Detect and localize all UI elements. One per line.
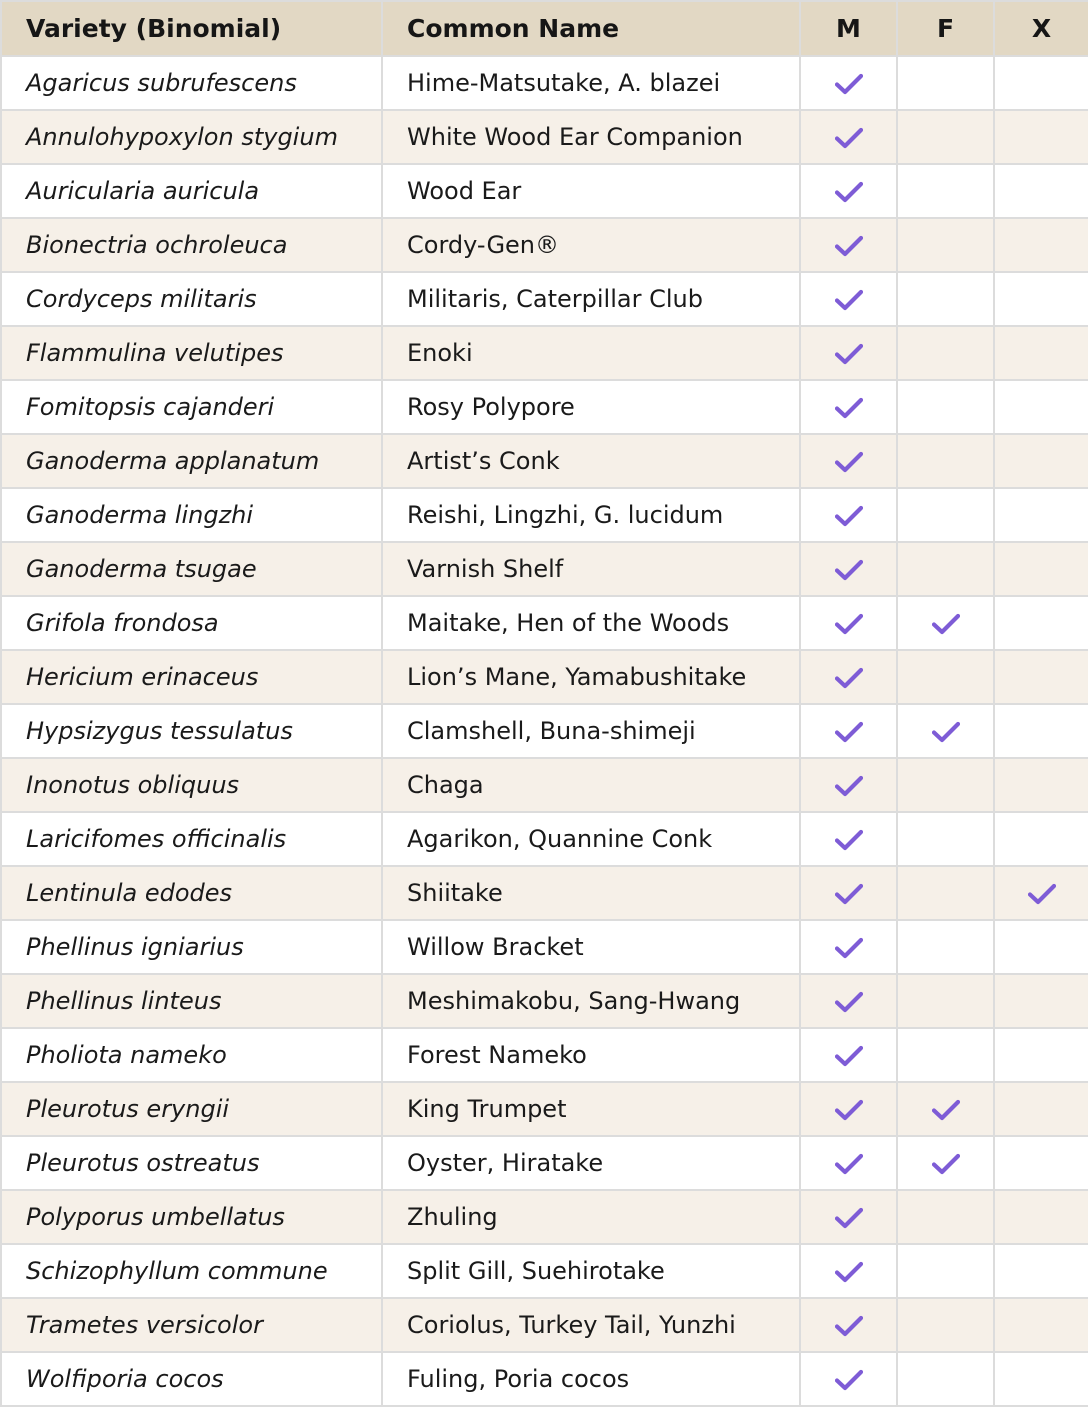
table-row: [1, 110, 1088, 164]
m-cell: [800, 110, 897, 164]
table-row: [1, 542, 1088, 596]
table-row: [1, 1136, 1088, 1190]
checkmark-icon: [932, 721, 960, 743]
common-name-cell: Shiitake: [382, 866, 800, 920]
checkmark-icon: [835, 451, 863, 473]
table-row: [1, 650, 1088, 704]
f-cell: [897, 920, 994, 974]
variety-cell: Phellinus linteus: [1, 974, 382, 1028]
checkmark-icon: [835, 1261, 863, 1283]
common-name-cell: Split Gill, Suehirotake: [382, 1244, 800, 1298]
m-cell: [800, 812, 897, 866]
m-cell: [800, 488, 897, 542]
checkmark-icon: [835, 1369, 863, 1391]
checkmark-icon: [835, 721, 863, 743]
f-cell: [897, 56, 994, 110]
checkmark-icon: [835, 289, 863, 311]
table-row: [1, 164, 1088, 218]
common-name-cell: Agarikon, Quannine Conk: [382, 812, 800, 866]
variety-cell: Pleurotus eryngii: [1, 1082, 382, 1136]
common-name-cell: King Trumpet: [382, 1082, 800, 1136]
f-cell: [897, 542, 994, 596]
common-name-cell: Clamshell, Buna-shimeji: [382, 704, 800, 758]
checkmark-icon: [835, 505, 863, 527]
variety-cell: Pholiota nameko: [1, 1028, 382, 1082]
checkmark-icon: [835, 1207, 863, 1229]
checkmark-icon: [835, 613, 863, 635]
variety-cell: Phellinus igniarius: [1, 920, 382, 974]
f-cell: [897, 1244, 994, 1298]
common-name-cell: Lion’s Mane, Yamabushitake: [382, 650, 800, 704]
checkmark-icon: [932, 1099, 960, 1121]
table-header: [1, 1, 1088, 56]
m-cell: [800, 866, 897, 920]
table-row: [1, 1244, 1088, 1298]
checkmark-icon: [835, 397, 863, 419]
header-row: [1, 1, 1088, 56]
common-name-cell: Enoki: [382, 326, 800, 380]
m-cell: [800, 434, 897, 488]
x-cell: [994, 1190, 1088, 1244]
checkmark-icon: [835, 991, 863, 1013]
table-row: [1, 1298, 1088, 1352]
x-cell: [994, 1352, 1088, 1406]
m-cell: [800, 1244, 897, 1298]
f-cell: [897, 164, 994, 218]
common-name-cell: Hime-Matsutake, A. blazei: [382, 56, 800, 110]
f-cell: [897, 974, 994, 1028]
f-cell: [897, 866, 994, 920]
x-cell: [994, 488, 1088, 542]
f-cell: [897, 1136, 994, 1190]
x-cell: [994, 758, 1088, 812]
table-row: [1, 866, 1088, 920]
f-cell: [897, 1028, 994, 1082]
m-cell: [800, 1190, 897, 1244]
common-name-cell: Wood Ear: [382, 164, 800, 218]
checkmark-icon: [835, 1153, 863, 1175]
table-row: [1, 1190, 1088, 1244]
m-cell: [800, 218, 897, 272]
m-cell: [800, 704, 897, 758]
checkmark-icon: [835, 235, 863, 257]
x-cell: [994, 1244, 1088, 1298]
m-cell: [800, 1136, 897, 1190]
m-cell: [800, 56, 897, 110]
variety-cell: Hypsizygus tessulatus: [1, 704, 382, 758]
x-cell: [994, 110, 1088, 164]
m-cell: [800, 650, 897, 704]
table-row: [1, 758, 1088, 812]
table-row: [1, 434, 1088, 488]
checkmark-icon: [835, 73, 863, 95]
x-cell: [994, 218, 1088, 272]
f-cell: [897, 704, 994, 758]
m-cell: [800, 542, 897, 596]
x-cell: [994, 542, 1088, 596]
table-row: [1, 56, 1088, 110]
m-cell: [800, 1298, 897, 1352]
f-cell: [897, 218, 994, 272]
x-cell: [994, 866, 1088, 920]
x-cell: [994, 920, 1088, 974]
variety-cell: Fomitopsis cajanderi: [1, 380, 382, 434]
table-row: [1, 1028, 1088, 1082]
f-cell: [897, 596, 994, 650]
m-cell: [800, 1028, 897, 1082]
common-name-cell: Zhuling: [382, 1190, 800, 1244]
variety-cell: Agaricus subrufescens: [1, 56, 382, 110]
x-cell: [994, 1298, 1088, 1352]
checkmark-icon: [835, 343, 863, 365]
checkmark-icon: [835, 1315, 863, 1337]
checkmark-icon: [835, 181, 863, 203]
f-cell: [897, 110, 994, 164]
checkmark-icon: [835, 883, 863, 905]
header-common-name: Common Name: [382, 1, 800, 56]
table-row: [1, 596, 1088, 650]
f-cell: [897, 812, 994, 866]
table-row: [1, 1352, 1088, 1406]
table-row: [1, 380, 1088, 434]
common-name-cell: Reishi, Lingzhi, G. lucidum: [382, 488, 800, 542]
variety-cell: Cordyceps militaris: [1, 272, 382, 326]
m-cell: [800, 758, 897, 812]
variety-cell: Wolfiporia cocos: [1, 1352, 382, 1406]
checkmark-icon: [1028, 883, 1056, 905]
table-row: [1, 488, 1088, 542]
table-row: [1, 812, 1088, 866]
x-cell: [994, 650, 1088, 704]
variety-cell: Bionectria ochroleuca: [1, 218, 382, 272]
x-cell: [994, 434, 1088, 488]
common-name-cell: Fuling, Poria cocos: [382, 1352, 800, 1406]
f-cell: [897, 1298, 994, 1352]
m-cell: [800, 974, 897, 1028]
checkmark-icon: [835, 559, 863, 581]
header-x: X: [994, 1, 1088, 56]
m-cell: [800, 1352, 897, 1406]
x-cell: [994, 812, 1088, 866]
common-name-cell: Willow Bracket: [382, 920, 800, 974]
f-cell: [897, 326, 994, 380]
checkmark-icon: [835, 829, 863, 851]
checkmark-icon: [932, 1153, 960, 1175]
m-cell: [800, 326, 897, 380]
table-row: [1, 218, 1088, 272]
m-cell: [800, 1082, 897, 1136]
checkmark-icon: [835, 667, 863, 689]
x-cell: [994, 1136, 1088, 1190]
f-cell: [897, 272, 994, 326]
checkmark-icon: [835, 127, 863, 149]
m-cell: [800, 272, 897, 326]
header-f: F: [897, 1, 994, 56]
f-cell: [897, 1190, 994, 1244]
x-cell: [994, 326, 1088, 380]
m-cell: [800, 164, 897, 218]
variety-cell: Ganoderma tsugae: [1, 542, 382, 596]
f-cell: [897, 650, 994, 704]
common-name-cell: Artist’s Conk: [382, 434, 800, 488]
f-cell: [897, 434, 994, 488]
variety-cell: Schizophyllum commune: [1, 1244, 382, 1298]
checkmark-icon: [835, 937, 863, 959]
table-row: [1, 704, 1088, 758]
table-row: [1, 974, 1088, 1028]
checkmark-icon: [835, 775, 863, 797]
f-cell: [897, 758, 994, 812]
header-variety: Variety (Binomial): [1, 1, 382, 56]
x-cell: [994, 596, 1088, 650]
x-cell: [994, 1028, 1088, 1082]
common-name-cell: White Wood Ear Companion: [382, 110, 800, 164]
f-cell: [897, 1082, 994, 1136]
common-name-cell: Cordy-Gen®: [382, 218, 800, 272]
table-row: [1, 326, 1088, 380]
common-name-cell: Coriolus, Turkey Tail, Yunzhi: [382, 1298, 800, 1352]
variety-cell: Lentinula edodes: [1, 866, 382, 920]
variety-cell: Flammulina velutipes: [1, 326, 382, 380]
variety-cell: Trametes versicolor: [1, 1298, 382, 1352]
x-cell: [994, 974, 1088, 1028]
variety-cell: Inonotus obliquus: [1, 758, 382, 812]
x-cell: [994, 56, 1088, 110]
common-name-cell: Forest Nameko: [382, 1028, 800, 1082]
table-row: [1, 920, 1088, 974]
header-m: M: [800, 1, 897, 56]
checkmark-icon: [932, 613, 960, 635]
common-name-cell: Oyster, Hiratake: [382, 1136, 800, 1190]
f-cell: [897, 1352, 994, 1406]
variety-cell: Pleurotus ostreatus: [1, 1136, 382, 1190]
common-name-cell: Chaga: [382, 758, 800, 812]
checkmark-icon: [835, 1099, 863, 1121]
variety-cell: Annulohypoxylon stygium: [1, 110, 382, 164]
variety-cell: Ganoderma applanatum: [1, 434, 382, 488]
common-name-cell: Rosy Polypore: [382, 380, 800, 434]
variety-cell: Auricularia auricula: [1, 164, 382, 218]
x-cell: [994, 272, 1088, 326]
x-cell: [994, 1082, 1088, 1136]
common-name-cell: Maitake, Hen of the Woods: [382, 596, 800, 650]
variety-cell: Grifola frondosa: [1, 596, 382, 650]
common-name-cell: Meshimakobu, Sang-Hwang: [382, 974, 800, 1028]
variety-cell: Ganoderma lingzhi: [1, 488, 382, 542]
checkmark-icon: [835, 1045, 863, 1067]
variety-cell: Hericium erinaceus: [1, 650, 382, 704]
table-row: [1, 1082, 1088, 1136]
variety-cell: Polyporus umbellatus: [1, 1190, 382, 1244]
m-cell: [800, 596, 897, 650]
m-cell: [800, 380, 897, 434]
x-cell: [994, 380, 1088, 434]
m-cell: [800, 920, 897, 974]
table-body: [1, 56, 1088, 1406]
f-cell: [897, 380, 994, 434]
table-row: [1, 272, 1088, 326]
variety-cell: Laricifomes officinalis: [1, 812, 382, 866]
f-cell: [897, 488, 994, 542]
x-cell: [994, 164, 1088, 218]
common-name-cell: Militaris, Caterpillar Club: [382, 272, 800, 326]
common-name-cell: Varnish Shelf: [382, 542, 800, 596]
x-cell: [994, 704, 1088, 758]
